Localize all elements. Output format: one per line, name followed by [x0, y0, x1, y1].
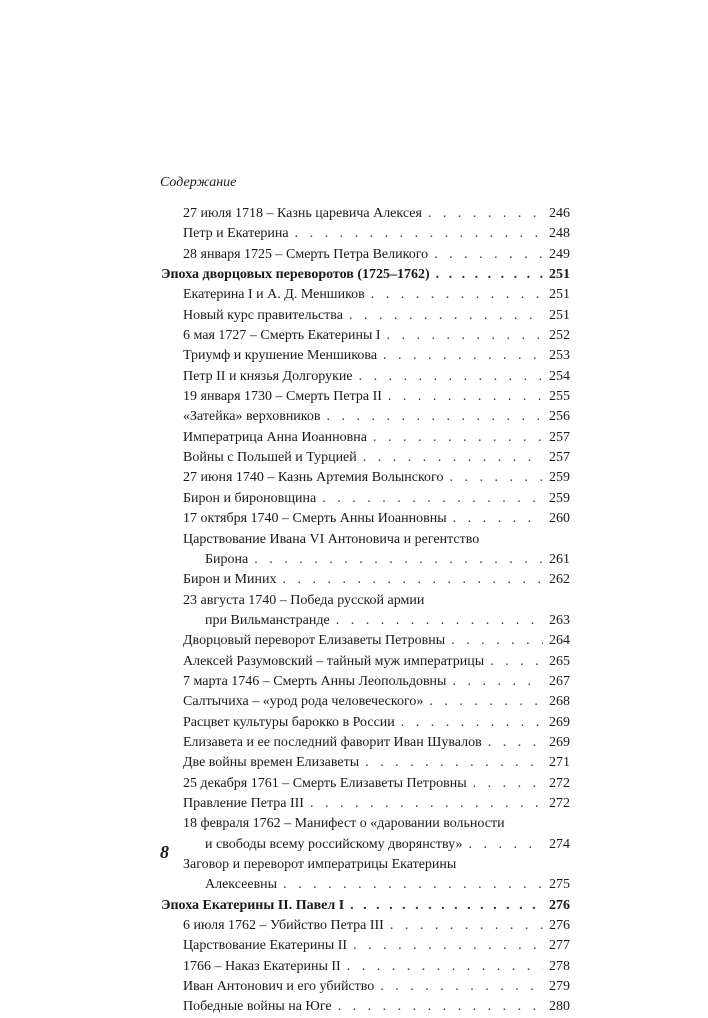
toc-entry [161, 692, 570, 712]
dot-leader [388, 387, 543, 407]
toc-entry-title: Войны с Польшей и Турцией [183, 450, 357, 466]
toc-entry [161, 367, 570, 387]
toc-page-number: 251 [549, 287, 570, 303]
dot-leader [365, 753, 543, 773]
dot-leader [310, 794, 543, 814]
dot-leader [451, 631, 543, 651]
toc-entry-title: Царствование Екатерины II [183, 938, 348, 954]
toc-entry [161, 346, 570, 366]
toc-entry [161, 997, 570, 1017]
toc-entry [161, 875, 570, 895]
toc-page-number: 246 [549, 206, 570, 221]
toc-entry [161, 814, 570, 834]
toc-entry-title: Императрица Анна Иоанновна [183, 429, 367, 445]
dot-leader [282, 570, 543, 590]
toc-entry [161, 204, 570, 224]
dot-leader [429, 692, 543, 712]
dot-leader [387, 326, 543, 346]
toc-entry-title: Эпоха Екатерины II. Павел I [161, 897, 345, 913]
toc-entry-title: 23 августа 1740 – Победа русской армии [183, 592, 425, 608]
toc-section-heading [161, 896, 570, 916]
toc-page-number: 253 [549, 348, 570, 364]
dot-leader [347, 957, 543, 977]
dot-leader [322, 489, 543, 509]
toc-entry [161, 407, 570, 427]
toc-entry [161, 530, 570, 550]
toc-page-number: 256 [549, 409, 570, 425]
toc-entry [161, 428, 570, 448]
toc-page-number: 262 [549, 572, 570, 588]
toc-entry-title: 7 марта 1746 – Смерть Анны Леопольдовны [183, 673, 447, 689]
toc-entry-title: Иван Антонович и его убийство [183, 979, 375, 995]
dot-leader [488, 733, 543, 753]
toc-entry-title: Эпоха дворцовых переворотов (1725–1762) [161, 267, 430, 283]
toc-entry-title: Две войны времен Елизаветы [183, 755, 360, 771]
dot-leader [350, 896, 543, 916]
dot-leader [383, 346, 543, 366]
toc-entry-title: 1766 – Наказ Екатерины II [183, 958, 341, 974]
dot-leader [434, 245, 543, 265]
toc-entry-title: Салтычиха – «урод рода человеческого» [183, 694, 424, 710]
toc-entry [161, 774, 570, 794]
toc-entry [161, 448, 570, 468]
dot-leader [353, 936, 543, 956]
toc-entry-title: Новый курс правительства [183, 307, 343, 323]
toc-page-number: 261 [549, 551, 570, 567]
toc-entry [161, 733, 570, 753]
dot-leader [371, 285, 543, 305]
dot-leader [336, 611, 543, 631]
dot-leader [490, 652, 543, 672]
dot-leader [449, 468, 543, 488]
toc-page-number: 259 [549, 470, 570, 486]
toc-entry [161, 713, 570, 733]
dot-leader [373, 428, 543, 448]
dot-leader [363, 448, 543, 468]
toc-entry [161, 672, 570, 692]
dot-leader [452, 672, 543, 692]
toc-page-number: 252 [549, 328, 570, 344]
dot-leader [473, 774, 543, 794]
dot-leader [283, 875, 543, 895]
toc-entry [161, 835, 570, 855]
toc-entry-title: Екатерина I и А. Д. Меншиков [183, 287, 365, 303]
toc-entry-title: 6 мая 1727 – Смерть Екатерины I [183, 328, 381, 344]
toc-entry-title: 27 июля 1718 – Казнь царевича Алексея [183, 206, 422, 221]
toc-entry-title: Триумф и крушение Меншикова [183, 348, 378, 364]
table-of-contents [161, 204, 570, 1018]
toc-page-number: 280 [549, 999, 570, 1015]
toc-page-number: 275 [549, 877, 570, 893]
toc-entry-title: Алексей Разумовский – тайный муж императрицы [183, 653, 485, 669]
toc-page-number: 257 [549, 429, 570, 445]
toc-page-number: 272 [549, 775, 570, 791]
toc-entry-title: 25 декабря 1761 – Смерть Елизаветы Петровны [183, 775, 467, 791]
toc-page-number: 251 [549, 267, 570, 283]
dot-leader [380, 977, 543, 997]
toc-entry [161, 224, 570, 244]
toc-entry-title: Царствование Ивана VI Антоновича и регентство [183, 531, 480, 547]
toc-entry-title: Заговор и переворот императрицы Екатерины [183, 857, 457, 872]
toc-entry [161, 489, 570, 509]
toc-page-number: 268 [549, 694, 570, 710]
toc-entry-title: и свободы всему российскому дворянству» [205, 836, 463, 852]
toc-entry-title: Правление Петра III [183, 795, 304, 811]
toc-entry [161, 285, 570, 305]
dot-leader [359, 367, 543, 387]
toc-entry-title: Бирон и Миних [183, 572, 277, 588]
toc-entry-title: при Вильманстранде [205, 612, 330, 628]
toc-entry-title: Петр II и князья Долгорукие [183, 368, 353, 384]
toc-page-number: 259 [549, 490, 570, 506]
toc-page-number: 278 [549, 958, 570, 974]
toc-page-number: 276 [549, 918, 570, 934]
toc-entry [161, 570, 570, 590]
toc-entry-title: Бирон и бироновщина [183, 490, 317, 506]
toc-page-number: 269 [549, 734, 570, 750]
toc-section-heading [161, 265, 570, 285]
toc-entry-title: 17 октября 1740 – Смерть Анны Иоанновны [183, 511, 447, 527]
toc-page-number: 267 [549, 673, 570, 689]
toc-entry-title: Бирона [205, 551, 249, 567]
dot-leader [338, 997, 543, 1017]
toc-entry [161, 652, 570, 672]
toc-entry [161, 855, 570, 875]
toc-entry-title: 27 июня 1740 – Казнь Артемия Волынского [183, 470, 444, 486]
toc-page-number: 248 [549, 226, 570, 242]
dot-leader [295, 224, 543, 244]
toc-page-number: 279 [549, 979, 570, 995]
toc-page-number: 260 [549, 511, 570, 527]
toc-page-number: 251 [549, 307, 570, 323]
toc-page-number: 269 [549, 714, 570, 730]
dot-leader [401, 713, 543, 733]
toc-entry [161, 509, 570, 529]
toc-entry-title: «Затейка» верховников [183, 409, 321, 425]
toc-entry-title: Расцвет культуры барокко в России [183, 714, 395, 730]
dot-leader [469, 835, 544, 855]
toc-page-number: 249 [549, 246, 570, 262]
dot-leader [453, 509, 543, 529]
toc-entry-title: Победные войны на Юге [183, 999, 332, 1015]
toc-entry-title: 18 февраля 1762 – Манифест о «даровании вольности [183, 816, 505, 832]
toc-entry [161, 916, 570, 936]
toc-entry [161, 550, 570, 570]
toc-page-number: 272 [549, 795, 570, 811]
toc-entry [161, 611, 570, 631]
toc-page-number: 276 [549, 897, 570, 913]
toc-entry-title: 28 января 1725 – Смерть Петра Великого [183, 246, 429, 262]
dot-leader [327, 407, 544, 427]
toc-entry [161, 468, 570, 488]
dot-leader [428, 204, 543, 224]
toc-entry [161, 591, 570, 611]
toc-entry [161, 387, 570, 407]
toc-entry [161, 306, 570, 326]
toc-entry-title: Алексеевны [205, 877, 278, 893]
dot-leader [390, 916, 543, 936]
toc-page-number: 264 [549, 633, 570, 649]
toc-page-number: 277 [549, 938, 570, 954]
toc-entry [161, 631, 570, 651]
toc-entry [161, 794, 570, 814]
toc-entry [161, 977, 570, 997]
toc-entry [161, 936, 570, 956]
toc-entry [161, 957, 570, 977]
toc-entry-title: Дворцовый переворот Елизаветы Петровны [183, 633, 446, 649]
dot-leader [254, 550, 543, 570]
dot-leader [349, 306, 543, 326]
toc-entry-title: Елизавета и ее последний фаворит Иван Шувалов [183, 734, 482, 750]
toc-page-number: 274 [549, 836, 570, 852]
toc-page-number: 255 [549, 389, 570, 405]
toc-page-number: 254 [549, 368, 570, 384]
page-number: 8 [160, 842, 169, 862]
running-head: Содержание [160, 175, 237, 190]
toc-entry-title: 6 июля 1762 – Убийство Петра III [183, 918, 384, 934]
toc-entry-title: 19 января 1730 – Смерть Петра II [183, 389, 382, 405]
toc-entry [161, 753, 570, 773]
toc-page-number: 265 [549, 653, 570, 669]
toc-page-number: 263 [549, 612, 570, 628]
toc-entry [161, 326, 570, 346]
dot-leader [436, 265, 543, 285]
toc-entry-title: Петр и Екатерина [183, 226, 289, 242]
toc-page-number: 257 [549, 450, 570, 466]
toc-entry [161, 245, 570, 265]
toc-page-number: 271 [549, 755, 570, 771]
